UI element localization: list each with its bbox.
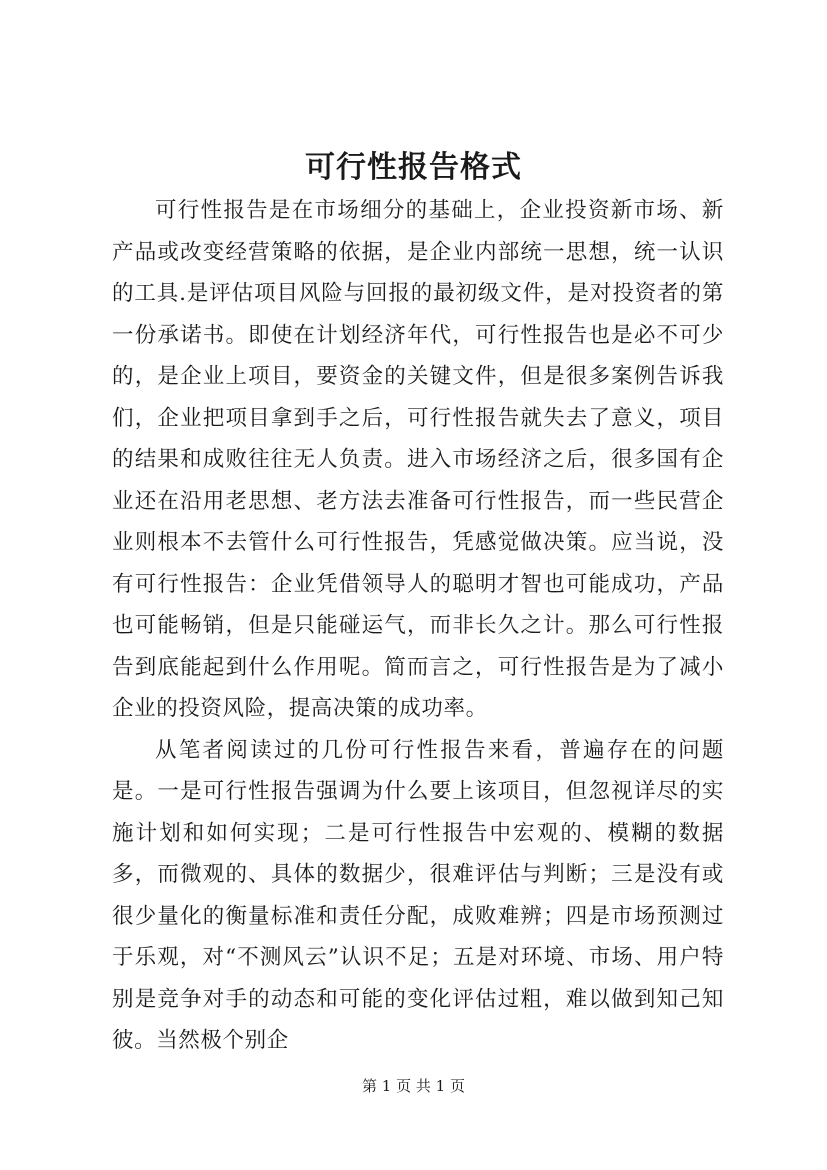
page-footer: 第 1 页 共 1 页: [362, 1077, 465, 1095]
paragraph: 可行性报告是在市场细分的基础上，企业投资新市场、新产品或改变经营策略的依据，是企业内部统一思想，统一认识的工具.是评估项目风险与回报的最初级文件，是对投资者的第一份承诺书。即使在计划经济年代，可行性报告也是必不可少的，是企业上项目，要资金的关键文件，但是很多案例告诉我们，企业把项目拿到手之后，可行性报告就失去了意义，项目的结果和成败往往无人负责。进入市场经济之后，很多国有企业还在沿用老思想、老方法去准备可行性报告，而一些民营企业则根本不去管什么可行性报告，凭感觉做决策。应当说，没有可行性报告：企业凭借领导人的聪明才智也可能成功，产品也可能畅销，但是只能碰运气，而非长久之计。那么可行性报告到底能起到什么作用呢。简而言之，可行性报告是为了减小企业的投资风险，提高决策的成功率。: [112, 198, 724, 721]
document-title: 可行性报告格式: [305, 150, 522, 185]
document-body: [112, 190, 724, 1062]
paragraph: 从笔者阅读过的几份可行性报告来看，普遍存在的问题是。一是可行性报告强调为什么要上该项目，但忽视详尽的实施计划和如何实现；二是可行性报告中宏观的、模糊的数据多，而微观的、具体的数据少，很难评估与判断；三是没有或很少量化的衡量标准和责任分配，成败难辨；四是市场预测过于乐观，对“不测风云”认识不足；五是对环境、市场、用户特别是竞争对手的动态和可能的变化评估过粗，难以做到知己知彼。当然极个别企: [112, 737, 724, 1053]
